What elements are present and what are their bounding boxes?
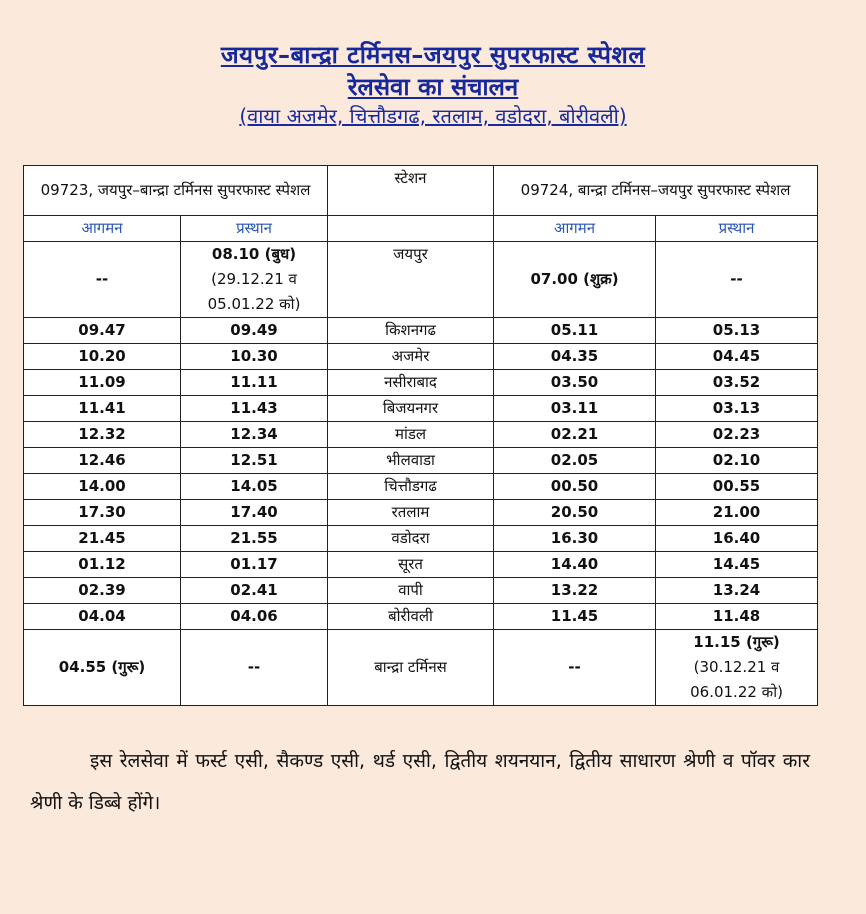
arrival-cell: 07.00 (शुक्र) — [494, 242, 656, 318]
station-cell: चित्तौडगढ — [328, 474, 494, 500]
departure-dates: (29.12.21 व — [211, 270, 297, 288]
arrival-cell: 20.50 — [494, 500, 656, 526]
arrival-cell: 09.47 — [24, 318, 181, 344]
arrival-cell: 11.09 — [24, 370, 181, 396]
arrival-cell: 04.55 (गुरू) — [24, 630, 181, 706]
departure-cell: 03.52 — [656, 370, 818, 396]
table-row — [24, 396, 818, 422]
departure-cell: 03.13 — [656, 396, 818, 422]
departure-label: प्रस्थान — [656, 216, 818, 242]
arrival-cell: 04.35 — [494, 344, 656, 370]
departure-label: प्रस्थान — [181, 216, 328, 242]
arrival-cell: 14.00 — [24, 474, 181, 500]
title-line-2: रेलसेवा का संचालन — [347, 73, 519, 101]
departure-dates: 06.01.22 को) — [690, 683, 783, 701]
departure-cell: 04.06 — [181, 604, 328, 630]
departure-cell: 14.05 — [181, 474, 328, 500]
schedule-table — [23, 165, 818, 706]
station-cell: मांडल — [328, 422, 494, 448]
station-cell: भीलवाडा — [328, 448, 494, 474]
departure-cell: 21.55 — [181, 526, 328, 552]
departure-cell: 14.45 — [656, 552, 818, 578]
arrival-label: आगमन — [494, 216, 656, 242]
table-row — [24, 242, 818, 318]
arrival-cell: 03.11 — [494, 396, 656, 422]
coach-note: इस रेलसेवा में फर्स्ट एसी, सैकण्ड एसी, थर्ड एसी, द्वितीय शयनयान, द्वितीय साधारण श्रेणी व पॉवर कार श्रेणी के डिब्बे होंगे। — [30, 750, 810, 814]
departure-cell: 05.13 — [656, 318, 818, 344]
arrival-cell: 05.11 — [494, 318, 656, 344]
table-row — [24, 630, 818, 706]
table-row — [24, 344, 818, 370]
table-row — [24, 552, 818, 578]
arrival-cell: 02.39 — [24, 578, 181, 604]
arrival-cell: 17.30 — [24, 500, 181, 526]
title-line-1: जयपुर–बान्द्रा टर्मिनस–जयपुर सुपरफास्ट स्पेशल — [220, 41, 646, 69]
departure-cell — [181, 242, 328, 318]
arrival-cell: 02.21 — [494, 422, 656, 448]
arrival-cell: -- — [494, 630, 656, 706]
station-cell: बान्द्रा टर्मिनस — [328, 630, 494, 706]
train-1-header: 09723, जयपुर–बान्द्रा टर्मिनस सुपरफास्ट स्पेशल — [24, 166, 328, 216]
departure-cell — [656, 630, 818, 706]
station-cell: बोरीवली — [328, 604, 494, 630]
departure-cell: 17.40 — [181, 500, 328, 526]
departure-dates: 05.01.22 को) — [207, 295, 301, 313]
station-header: स्टेशन — [328, 166, 494, 216]
departure-cell: 11.11 — [181, 370, 328, 396]
departure-cell: 11.43 — [181, 396, 328, 422]
departure-cell: 00.55 — [656, 474, 818, 500]
station-cell: किशनगढ — [328, 318, 494, 344]
arrival-cell: -- — [24, 242, 181, 318]
arrival-cell: 11.45 — [494, 604, 656, 630]
station-cell: सूरत — [328, 552, 494, 578]
departure-time: 08.10 (बुध) — [211, 245, 297, 263]
station-cell: जयपुर — [328, 242, 494, 318]
departure-cell: 12.34 — [181, 422, 328, 448]
station-cell: रतलाम — [328, 500, 494, 526]
departure-cell: 21.00 — [656, 500, 818, 526]
table-row — [24, 578, 818, 604]
departure-cell: 04.45 — [656, 344, 818, 370]
departure-cell: 01.17 — [181, 552, 328, 578]
table-row — [24, 370, 818, 396]
arrival-cell: 03.50 — [494, 370, 656, 396]
station-cell: वापी — [328, 578, 494, 604]
station-cell: अजमेर — [328, 344, 494, 370]
departure-cell: 02.41 — [181, 578, 328, 604]
arrival-cell: 02.05 — [494, 448, 656, 474]
departure-cell: 02.10 — [656, 448, 818, 474]
table-row — [24, 604, 818, 630]
station-sub-empty — [328, 216, 494, 242]
departure-cell: 02.23 — [656, 422, 818, 448]
arrival-cell: 10.20 — [24, 344, 181, 370]
arrival-cell: 01.12 — [24, 552, 181, 578]
departure-cell: -- — [656, 242, 818, 318]
station-cell: नसीराबाद — [328, 370, 494, 396]
title-route: (वाया अजमेर, चित्तौडगढ, रतलाम, वडोदरा, बोरीवली) — [239, 104, 627, 128]
arrival-cell: 12.46 — [24, 448, 181, 474]
departure-cell: 13.24 — [656, 578, 818, 604]
departure-cell: 12.51 — [181, 448, 328, 474]
arrival-cell: 00.50 — [494, 474, 656, 500]
arrival-cell: 13.22 — [494, 578, 656, 604]
arrival-cell: 04.04 — [24, 604, 181, 630]
departure-cell: 11.48 — [656, 604, 818, 630]
departure-time: 11.15 (गुरू) — [693, 633, 780, 651]
table-row — [24, 526, 818, 552]
departure-cell: 16.40 — [656, 526, 818, 552]
departure-cell: -- — [181, 630, 328, 706]
station-cell: बिजयनगर — [328, 396, 494, 422]
table-row — [24, 448, 818, 474]
departure-dates: (30.12.21 व — [693, 658, 780, 676]
arrival-cell: 16.30 — [494, 526, 656, 552]
arrival-cell: 11.41 — [24, 396, 181, 422]
arrival-cell: 14.40 — [494, 552, 656, 578]
arrival-cell: 21.45 — [24, 526, 181, 552]
table-row — [24, 474, 818, 500]
arrival-label: आगमन — [24, 216, 181, 242]
table-row — [24, 500, 818, 526]
arrival-cell: 12.32 — [24, 422, 181, 448]
departure-cell: 09.49 — [181, 318, 328, 344]
table-row — [24, 422, 818, 448]
station-cell: वडोदरा — [328, 526, 494, 552]
train-2-header: 09724, बान्द्रा टर्मिनस–जयपुर सुपरफास्ट स्पेशल — [494, 166, 818, 216]
table-row — [24, 318, 818, 344]
departure-cell: 10.30 — [181, 344, 328, 370]
